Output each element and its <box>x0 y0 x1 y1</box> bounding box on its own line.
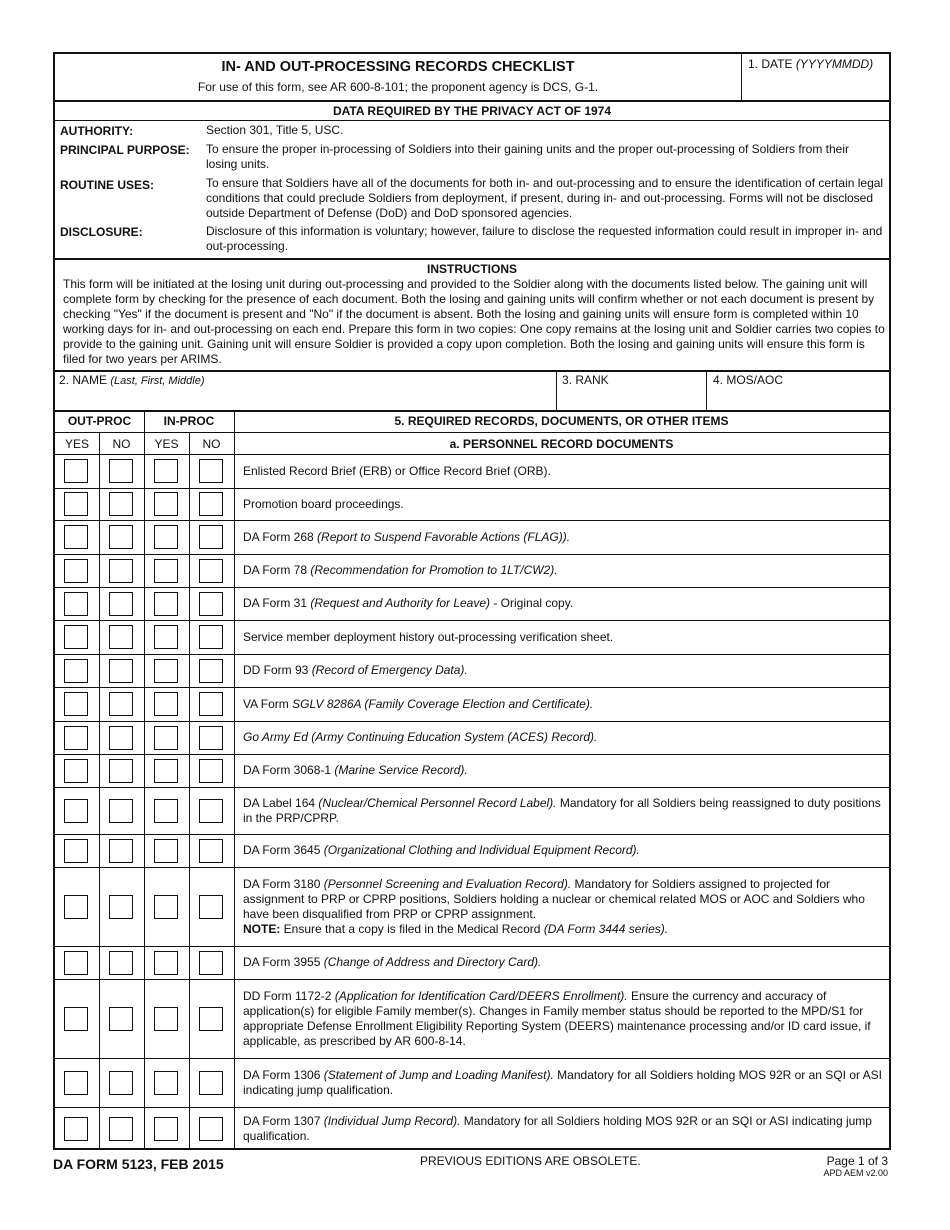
column-divider <box>144 410 145 1150</box>
record-item-body <box>243 989 883 1049</box>
record-item-a: DD Form 93 <box>243 663 312 677</box>
record-item-text <box>243 687 883 721</box>
out-proc-header: OUT-PROC <box>67 414 132 428</box>
in-no-checkbox[interactable] <box>199 839 223 863</box>
out-no-checkbox[interactable] <box>109 839 133 863</box>
in-yes-checkbox[interactable] <box>154 559 178 583</box>
out-yes-checkbox[interactable] <box>64 692 88 716</box>
record-item-i: (Change of Address and Directory Card). <box>323 955 542 969</box>
in-yes-checkbox[interactable] <box>154 759 178 783</box>
section-heading: 5. REQUIRED RECORDS, DOCUMENTS, OR OTHER ITEMS <box>394 414 729 428</box>
record-item-text <box>243 620 883 654</box>
record-item-a: DA Form 31 <box>243 596 311 610</box>
divider <box>706 371 707 410</box>
in-no-checkbox[interactable] <box>199 1007 223 1031</box>
record-item-body <box>243 763 468 778</box>
out-no-checkbox[interactable] <box>109 1117 133 1141</box>
rank-field[interactable]: 3. RANK <box>562 373 609 387</box>
record-item-a: DA Form 3955 <box>243 955 324 969</box>
column-divider <box>99 432 100 1150</box>
record-item-body <box>243 1114 883 1144</box>
record-item-b: - Original copy. <box>490 596 574 610</box>
in-yes-checkbox[interactable] <box>154 951 178 975</box>
out-yes-checkbox[interactable] <box>64 492 88 516</box>
record-item-a: DA Label 164 <box>243 795 319 810</box>
privacy-heading: DATA REQUIRED BY THE PRIVACY ACT OF 1974 <box>332 104 612 118</box>
record-item-b: Mandatory for all Soldiers holding MOS 92R or an SQI or ASI indicating jump qualification. <box>243 1113 872 1143</box>
divider <box>55 120 889 121</box>
in-no-checkbox[interactable] <box>199 895 223 919</box>
record-item-i: (Statement of Jump and Loading Manifest). <box>323 1067 554 1082</box>
in-no-checkbox[interactable] <box>199 726 223 750</box>
record-item-body <box>243 497 404 512</box>
form-subtitle: For use of this form, see AR 600-8-101; the proponent agency is DCS, G-1. <box>197 80 599 94</box>
in-no-checkbox[interactable] <box>199 459 223 483</box>
record-item-text <box>243 1058 883 1107</box>
name-label: 2. NAME <box>59 373 108 387</box>
record-item-body <box>243 530 570 545</box>
record-item-text <box>243 587 883 620</box>
routine-label: ROUTINE USES: <box>60 178 155 192</box>
record-item-i: (Nuclear/Chemical Personnel Record Label). <box>318 795 557 810</box>
date-field[interactable] <box>748 57 873 72</box>
purpose-text: To ensure the proper in-processing of Soldiers into their gaining units and the proper out-processing of Soldiers from their losing units. <box>206 142 850 171</box>
out-yes-checkbox[interactable] <box>64 726 88 750</box>
out-no-checkbox[interactable] <box>109 525 133 549</box>
date-divider <box>741 54 742 100</box>
name-hint: (Last, First, Middle) <box>110 375 205 387</box>
out-yes-checkbox[interactable] <box>64 592 88 616</box>
in-yes-checkbox[interactable] <box>154 625 178 649</box>
disclosure-label: DISCLOSURE: <box>60 225 143 239</box>
version: APD AEM v2.00 <box>823 1168 888 1178</box>
in-yes-checkbox[interactable] <box>154 1007 178 1031</box>
record-item-text <box>243 554 883 587</box>
date-format: (YYYYMMDD) <box>795 57 874 71</box>
record-item-body <box>243 877 883 937</box>
record-item-i: (Report to Suspend Favorable Actions (FLAG)). <box>317 529 571 544</box>
record-item-body <box>243 843 640 858</box>
record-item-i: (Individual Jump Record). <box>323 1113 461 1128</box>
in-proc-header: IN-PROC <box>163 414 215 428</box>
out-no-checkbox[interactable] <box>109 799 133 823</box>
record-item-body <box>243 796 883 826</box>
in-yes-checkbox[interactable] <box>154 492 178 516</box>
record-item-b: Mandatory for Soldiers assigned to projected for assignment to PRP or CPRP positions, Soldiers holding a nuclear or chemical related MOS or AOC and Soldiers who have been disqualified from PRP or CPRP assignment. <box>243 876 865 921</box>
in-yes-header: YES <box>154 437 179 451</box>
out-no-checkbox[interactable] <box>109 492 133 516</box>
record-item-a: DA Form 3068-1 <box>243 763 335 777</box>
record-item-b: Ensure the currency and accuracy of application(s) for eligible Family member(s). Changes in Family member status should be reported to the MPD/S1 for appropriate Defense Enrollment Eligibility Reporting System (DEERS) maintenance processing and/or ID card issue, if applicable, as prescribed by AR 600-8-14. <box>243 988 871 1048</box>
obsolete-notice: PREVIOUS EDITIONS ARE OBSOLETE. <box>420 1154 641 1168</box>
record-item-note_label: NOTE: <box>243 921 281 936</box>
record-item-body <box>243 730 597 745</box>
out-yes-checkbox[interactable] <box>64 895 88 919</box>
record-item-text <box>243 520 883 554</box>
out-no-header: NO <box>112 437 131 451</box>
instructions-heading: INSTRUCTIONS <box>427 262 517 276</box>
form-id: DA FORM 5123, FEB 2015 <box>53 1156 224 1172</box>
in-no-checkbox[interactable] <box>199 625 223 649</box>
record-item-body <box>243 563 558 578</box>
out-no-checkbox[interactable] <box>109 759 133 783</box>
out-no-checkbox[interactable] <box>109 1071 133 1095</box>
record-item-a: DA Form 3180 <box>243 876 324 891</box>
routine-text: To ensure that Soldiers have all of the documents for both in- and out-processing and to ensure the identification of certain legal conditions that could preclude Soldiers from deployment, if present, during in- and out-processing. Forms will not be disclosed outside Department of Defense (DoD) and DoD sponsored agencies. <box>206 176 884 220</box>
out-no-checkbox[interactable] <box>109 592 133 616</box>
in-no-checkbox[interactable] <box>199 951 223 975</box>
record-item-b: Mandatory for all Soldiers holding MOS 92R or an SQI or ASI indicating jump qualification. <box>243 1067 882 1097</box>
in-no-checkbox[interactable] <box>199 525 223 549</box>
out-yes-checkbox[interactable] <box>64 525 88 549</box>
page-number: Page 1 of 3 <box>826 1154 888 1168</box>
record-item-text <box>243 834 883 867</box>
out-no-checkbox[interactable] <box>109 559 133 583</box>
record-item-i: (Recommendation for Promotion to 1LT/CW2). <box>310 563 558 577</box>
divider <box>556 371 557 410</box>
record-item-text <box>243 488 883 520</box>
out-no-checkbox[interactable] <box>109 951 133 975</box>
record-item-a: DA Form 78 <box>243 563 311 577</box>
record-item-text <box>243 1107 883 1150</box>
record-item-i: (Application for Identification Card/DEERS Enrollment). <box>334 988 628 1003</box>
record-item-i: (Marine Service Record). <box>334 763 468 777</box>
out-yes-checkbox[interactable] <box>64 559 88 583</box>
in-no-checkbox[interactable] <box>199 692 223 716</box>
record-item-note_italic: (DA Form 3444 series). <box>543 921 669 936</box>
record-item-a: DA Form 268 <box>243 529 318 544</box>
out-no-checkbox[interactable] <box>109 1007 133 1031</box>
instructions-text: This form will be initiated at the losing unit during out-processing and provided to the Soldier along with the documents listed below. The gaining unit will complete form by checking for the presence of each document. Both the losing and gaining units will confirm whether or not each document is present by checking "Yes" if the document is present and "No" if the document is absent. Both the losing and gaining units will ensure form is completed within 10 working days for in- and out-processing on each end. Prepare this form in two copies: One copy remains at the losing unit and Soldier carries two copies to provide to the gaining unit. Gaining unit will ensure Soldier is provided a copy upon completion. Both the losing and gaining units will ensure this form is filed for two years per ARIMS. <box>63 277 885 366</box>
disclosure-text: Disclosure of this information is voluntary; however, failure to disclose the requested information could result in improper in- and out-processing. <box>206 224 883 253</box>
out-no-checkbox[interactable] <box>109 459 133 483</box>
in-yes-checkbox[interactable] <box>154 1117 178 1141</box>
record-item-text <box>243 454 883 488</box>
date-label: 1. DATE <box>748 57 793 71</box>
record-item-i: (Record of Emergency Data). <box>311 663 468 677</box>
out-yes-checkbox[interactable] <box>64 799 88 823</box>
divider <box>55 410 889 412</box>
in-yes-checkbox[interactable] <box>154 839 178 863</box>
record-item-text <box>243 787 883 834</box>
mos-field[interactable]: 4. MOS/AOC <box>713 373 784 387</box>
in-no-checkbox[interactable] <box>199 659 223 683</box>
form-page <box>53 52 891 1150</box>
divider <box>55 370 889 372</box>
record-item-i: (Request and Authority for Leave) <box>310 596 491 610</box>
record-item-a: DA Form 3645 <box>243 843 324 857</box>
out-yes-checkbox[interactable] <box>64 459 88 483</box>
in-no-checkbox[interactable] <box>199 759 223 783</box>
record-item-a: DD Form 1172-2 <box>243 988 335 1003</box>
in-no-checkbox[interactable] <box>199 559 223 583</box>
record-item-text <box>243 654 883 687</box>
in-yes-checkbox[interactable] <box>154 799 178 823</box>
out-yes-checkbox[interactable] <box>64 1071 88 1095</box>
record-item-i: (Personnel Screening and Evaluation Record). <box>323 876 572 891</box>
out-yes-checkbox[interactable] <box>64 1117 88 1141</box>
record-item-body <box>243 663 468 678</box>
authority-text: Section 301, Title 5, USC. <box>206 123 344 137</box>
record-item-a: DA Form 1306 <box>243 1067 324 1082</box>
in-no-checkbox[interactable] <box>199 592 223 616</box>
in-yes-checkbox[interactable] <box>154 1071 178 1095</box>
in-no-checkbox[interactable] <box>199 1071 223 1095</box>
record-item-i: SGLV 8286A (Family Coverage Election and Certificate). <box>292 696 594 711</box>
out-yes-checkbox[interactable] <box>64 759 88 783</box>
record-item-b: Mandatory for all Soldiers being reassigned to duty positions in the PRP/CPRP. <box>243 795 881 825</box>
column-divider <box>234 410 235 1150</box>
out-yes-checkbox[interactable] <box>64 625 88 649</box>
in-yes-checkbox[interactable] <box>154 592 178 616</box>
record-item-text <box>243 721 883 754</box>
record-item-text <box>243 979 883 1058</box>
out-yes-checkbox[interactable] <box>64 1007 88 1031</box>
out-no-checkbox[interactable] <box>109 726 133 750</box>
in-yes-checkbox[interactable] <box>154 459 178 483</box>
record-item-body <box>243 697 593 712</box>
out-yes-checkbox[interactable] <box>64 951 88 975</box>
in-yes-checkbox[interactable] <box>154 726 178 750</box>
out-yes-checkbox[interactable] <box>64 839 88 863</box>
record-item-body <box>243 630 613 645</box>
in-yes-checkbox[interactable] <box>154 659 178 683</box>
out-yes-checkbox[interactable] <box>64 659 88 683</box>
in-no-checkbox[interactable] <box>199 492 223 516</box>
in-no-checkbox[interactable] <box>199 1117 223 1141</box>
out-yes-header: YES <box>64 437 89 451</box>
record-item-body <box>243 955 541 970</box>
in-no-checkbox[interactable] <box>199 799 223 823</box>
in-yes-checkbox[interactable] <box>154 525 178 549</box>
record-item-body <box>243 464 551 479</box>
record-item-body <box>243 596 573 611</box>
record-item-a: Service member deployment history out-processing verification sheet. <box>243 629 614 644</box>
record-item-i: Go Army Ed (Army Continuing Education System (ACES) Record). <box>243 730 598 744</box>
record-item-i: (Organizational Clothing and Individual Equipment Record). <box>323 843 640 857</box>
record-item-text <box>243 754 883 787</box>
purpose-label: PRINCIPAL PURPOSE: <box>60 143 190 157</box>
out-no-checkbox[interactable] <box>109 659 133 683</box>
divider <box>55 432 889 433</box>
record-item-a: Promotion board proceedings. <box>243 496 404 511</box>
in-yes-checkbox[interactable] <box>154 692 178 716</box>
divider <box>55 100 889 102</box>
in-yes-checkbox[interactable] <box>154 895 178 919</box>
record-item-a: Enlisted Record Brief (ERB) or Office Record Brief (ORB). <box>243 463 551 478</box>
record-item-text <box>243 867 883 946</box>
record-item-a: VA Form <box>243 696 293 711</box>
out-no-checkbox[interactable] <box>109 692 133 716</box>
form-title: IN- AND OUT-PROCESSING RECORDS CHECKLIST <box>221 59 575 75</box>
subsection-heading: a. PERSONNEL RECORD DOCUMENTS <box>449 437 674 451</box>
authority-label: AUTHORITY: <box>60 124 134 138</box>
in-no-header: NO <box>202 437 221 451</box>
name-field[interactable] <box>59 373 205 389</box>
record-item-a: DA Form 1307 <box>243 1113 324 1128</box>
divider <box>55 258 889 260</box>
record-item-text <box>243 946 883 979</box>
record-item-note_text: Ensure that a copy is filed in the Medical Record <box>280 921 544 936</box>
out-no-checkbox[interactable] <box>109 895 133 919</box>
column-divider <box>189 432 190 1150</box>
out-no-checkbox[interactable] <box>109 625 133 649</box>
record-item-body <box>243 1068 883 1098</box>
